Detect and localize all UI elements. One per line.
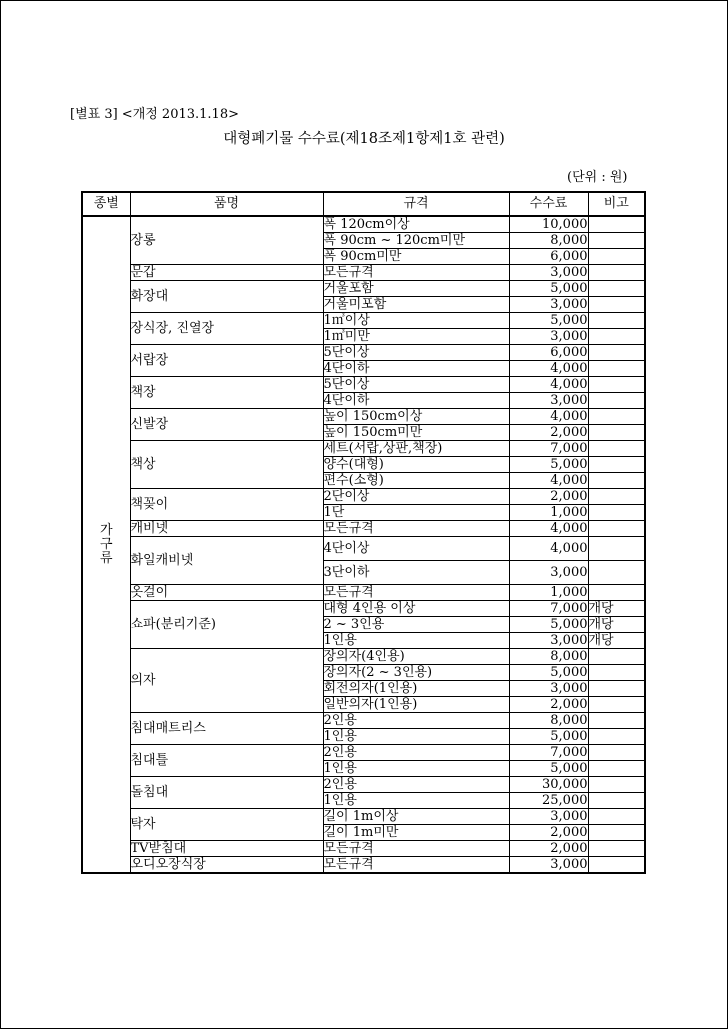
spec-cell: 2인용 bbox=[323, 777, 509, 793]
note-cell bbox=[588, 489, 645, 505]
fee-cell: 3,000 bbox=[509, 857, 588, 874]
note-cell bbox=[588, 377, 645, 393]
fee-cell: 2,000 bbox=[509, 697, 588, 713]
note-cell bbox=[588, 409, 645, 425]
column-header-item: 품명 bbox=[130, 192, 323, 216]
table-row bbox=[82, 441, 645, 457]
fee-cell: 7,000 bbox=[509, 745, 588, 761]
spec-cell: 1인용 bbox=[323, 793, 509, 809]
item-name-cell: 문갑 bbox=[130, 265, 323, 281]
fee-cell: 2,000 bbox=[509, 489, 588, 505]
fee-cell: 5,000 bbox=[509, 665, 588, 681]
spec-cell: 길이 1m미만 bbox=[323, 825, 509, 841]
spec-cell: 모든규격 bbox=[323, 857, 509, 874]
note-cell bbox=[588, 297, 645, 313]
fee-cell: 5,000 bbox=[509, 761, 588, 777]
spec-cell: 4단이상 bbox=[323, 537, 509, 561]
note-cell bbox=[588, 777, 645, 793]
spec-cell: 5단이상 bbox=[323, 345, 509, 361]
fee-cell: 3,000 bbox=[509, 561, 588, 585]
item-name-cell: 돌침대 bbox=[130, 777, 323, 809]
table-row bbox=[82, 216, 645, 233]
table-header-row bbox=[82, 192, 645, 216]
spec-cell: 길이 1m이상 bbox=[323, 809, 509, 825]
spec-cell: 1㎥이상 bbox=[323, 313, 509, 329]
fee-cell: 5,000 bbox=[509, 729, 588, 745]
spec-cell: 일반의자(1인용) bbox=[323, 697, 509, 713]
fee-cell: 5,000 bbox=[509, 617, 588, 633]
table-row bbox=[82, 409, 645, 425]
note-cell bbox=[588, 345, 645, 361]
item-name-cell: 서랍장 bbox=[130, 345, 323, 377]
fee-cell: 4,000 bbox=[509, 377, 588, 393]
spec-cell: 거울포함 bbox=[323, 281, 509, 297]
spec-cell: 모든규격 bbox=[323, 585, 509, 601]
spec-cell: 모든규격 bbox=[323, 521, 509, 537]
column-header-category: 종별 bbox=[82, 192, 130, 216]
item-name-cell: 장식장, 진열장 bbox=[130, 313, 323, 345]
fee-cell: 3,000 bbox=[509, 329, 588, 345]
fee-cell: 10,000 bbox=[509, 216, 588, 233]
table-row bbox=[82, 809, 645, 825]
fee-cell: 7,000 bbox=[509, 601, 588, 617]
note-cell bbox=[588, 713, 645, 729]
note-cell bbox=[588, 249, 645, 265]
note-cell: 개당 bbox=[588, 601, 645, 617]
item-name-cell: 침대매트리스 bbox=[130, 713, 323, 745]
note-cell bbox=[588, 745, 645, 761]
note-cell bbox=[588, 697, 645, 713]
item-name-cell: 화장대 bbox=[130, 281, 323, 313]
note-cell bbox=[588, 681, 645, 697]
fee-cell: 8,000 bbox=[509, 233, 588, 249]
item-name-cell: 오디오장식장 bbox=[130, 857, 323, 874]
spec-cell: 높이 150cm미만 bbox=[323, 425, 509, 441]
fee-cell: 5,000 bbox=[509, 313, 588, 329]
spec-cell: 회전의자(1인용) bbox=[323, 681, 509, 697]
fee-cell: 5,000 bbox=[509, 457, 588, 473]
note-cell bbox=[588, 216, 645, 233]
item-name-cell: 신발장 bbox=[130, 409, 323, 441]
note-cell bbox=[588, 441, 645, 457]
category-char: 가 bbox=[99, 522, 113, 538]
table-row bbox=[82, 265, 645, 281]
table-row bbox=[82, 313, 645, 329]
fee-cell: 3,000 bbox=[509, 809, 588, 825]
spec-cell: 4단이하 bbox=[323, 361, 509, 377]
spec-cell: 장의자(2 ~ 3인용) bbox=[323, 665, 509, 681]
table-row bbox=[82, 777, 645, 793]
table-row bbox=[82, 649, 645, 665]
spec-cell: 대형 4인용 이상 bbox=[323, 601, 509, 617]
fee-cell: 3,000 bbox=[509, 297, 588, 313]
category-char: 구 bbox=[99, 536, 113, 552]
fee-cell: 2,000 bbox=[509, 825, 588, 841]
table-row bbox=[82, 281, 645, 297]
spec-cell: 폭 90cm ~ 120cm미만 bbox=[323, 233, 509, 249]
note-cell bbox=[588, 393, 645, 409]
fee-table-body bbox=[82, 216, 645, 873]
note-cell bbox=[588, 649, 645, 665]
fee-cell: 30,000 bbox=[509, 777, 588, 793]
fee-cell: 4,000 bbox=[509, 473, 588, 489]
fee-cell: 6,000 bbox=[509, 345, 588, 361]
spec-cell: 높이 150cm이상 bbox=[323, 409, 509, 425]
item-name-cell: 탁자 bbox=[130, 809, 323, 841]
table-row bbox=[82, 489, 645, 505]
unit-note: (단위 : 원) bbox=[567, 170, 628, 185]
category-char: 류 bbox=[99, 550, 113, 566]
fee-cell: 4,000 bbox=[509, 537, 588, 561]
table-row bbox=[82, 601, 645, 617]
spec-cell: 2 ~ 3인용 bbox=[323, 617, 509, 633]
note-cell bbox=[588, 505, 645, 521]
table-row bbox=[82, 713, 645, 729]
item-name-cell: 책꽂이 bbox=[130, 489, 323, 521]
spec-cell: 편수(소형) bbox=[323, 473, 509, 489]
fee-cell: 2,000 bbox=[509, 841, 588, 857]
spec-cell: 1단 bbox=[323, 505, 509, 521]
spec-cell: 세트(서랍,상판,책장) bbox=[323, 441, 509, 457]
spec-cell: 3단이하 bbox=[323, 561, 509, 585]
note-cell bbox=[588, 537, 645, 561]
spec-cell: 4단이하 bbox=[323, 393, 509, 409]
table-row bbox=[82, 377, 645, 393]
column-header-fee: 수수료 bbox=[509, 192, 588, 216]
table-row bbox=[82, 537, 645, 561]
note-cell bbox=[588, 793, 645, 809]
fee-cell: 4,000 bbox=[509, 409, 588, 425]
fee-cell: 3,000 bbox=[509, 265, 588, 281]
table-row bbox=[82, 745, 645, 761]
note-cell bbox=[588, 265, 645, 281]
note-cell bbox=[588, 313, 645, 329]
item-name-cell: 장롱 bbox=[130, 216, 323, 265]
note-cell bbox=[588, 233, 645, 249]
table-row bbox=[82, 521, 645, 537]
note-cell bbox=[588, 457, 645, 473]
fee-cell: 8,000 bbox=[509, 649, 588, 665]
table-row bbox=[82, 345, 645, 361]
table-row bbox=[82, 841, 645, 857]
spec-cell: 1인용 bbox=[323, 633, 509, 649]
fee-cell: 25,000 bbox=[509, 793, 588, 809]
item-name-cell: 침대틀 bbox=[130, 745, 323, 777]
note-cell bbox=[588, 857, 645, 874]
item-name-cell: 쇼파(분리기준) bbox=[130, 601, 323, 649]
column-header-note: 비고 bbox=[588, 192, 645, 216]
note-cell bbox=[588, 473, 645, 489]
spec-cell: 2인용 bbox=[323, 745, 509, 761]
note-cell bbox=[588, 521, 645, 537]
spec-cell: 2인용 bbox=[323, 713, 509, 729]
fee-cell: 8,000 bbox=[509, 713, 588, 729]
fee-cell: 7,000 bbox=[509, 441, 588, 457]
spec-cell: 모든규격 bbox=[323, 265, 509, 281]
note-cell bbox=[588, 729, 645, 745]
column-header-spec: 규격 bbox=[323, 192, 509, 216]
fee-cell: 6,000 bbox=[509, 249, 588, 265]
spec-cell: 장의자(4인용) bbox=[323, 649, 509, 665]
note-cell: 개당 bbox=[588, 633, 645, 649]
note-cell bbox=[588, 281, 645, 297]
category-cell bbox=[82, 216, 130, 873]
spec-cell: 양수(대형) bbox=[323, 457, 509, 473]
fee-cell: 3,000 bbox=[509, 633, 588, 649]
note-cell bbox=[588, 665, 645, 681]
item-name-cell: 옷걸이 bbox=[130, 585, 323, 601]
item-name-cell: 책상 bbox=[130, 441, 323, 489]
table-row bbox=[82, 585, 645, 601]
spec-cell: 1인용 bbox=[323, 729, 509, 745]
header-note: [별표 3] <개정 2013.1.18> bbox=[70, 107, 239, 122]
item-name-cell: 캐비넷 bbox=[130, 521, 323, 537]
fee-table bbox=[81, 191, 646, 874]
fee-cell: 5,000 bbox=[509, 281, 588, 297]
fee-cell: 2,000 bbox=[509, 425, 588, 441]
note-cell bbox=[588, 825, 645, 841]
note-cell bbox=[588, 585, 645, 601]
fee-cell: 3,000 bbox=[509, 681, 588, 697]
fee-cell: 1,000 bbox=[509, 585, 588, 601]
spec-cell: 5단이상 bbox=[323, 377, 509, 393]
item-name-cell: 화일캐비넷 bbox=[130, 537, 323, 585]
spec-cell: 폭 90cm미만 bbox=[323, 249, 509, 265]
table-row bbox=[82, 857, 645, 874]
spec-cell: 거울미포함 bbox=[323, 297, 509, 313]
note-cell bbox=[588, 361, 645, 377]
note-cell bbox=[588, 329, 645, 345]
note-cell bbox=[588, 425, 645, 441]
note-cell bbox=[588, 809, 645, 825]
note-cell bbox=[588, 761, 645, 777]
fee-cell: 1,000 bbox=[509, 505, 588, 521]
note-cell bbox=[588, 841, 645, 857]
spec-cell: 폭 120cm이상 bbox=[323, 216, 509, 233]
spec-cell: 2단이상 bbox=[323, 489, 509, 505]
fee-cell: 4,000 bbox=[509, 521, 588, 537]
note-cell: 개당 bbox=[588, 617, 645, 633]
fee-cell: 4,000 bbox=[509, 361, 588, 377]
item-name-cell: 의자 bbox=[130, 649, 323, 713]
note-cell bbox=[588, 561, 645, 585]
fee-cell: 3,000 bbox=[509, 393, 588, 409]
item-name-cell: 책장 bbox=[130, 377, 323, 409]
spec-cell: 1인용 bbox=[323, 761, 509, 777]
item-name-cell: TV받침대 bbox=[130, 841, 323, 857]
spec-cell: 1㎥미만 bbox=[323, 329, 509, 345]
document-title: 대형폐기물 수수료(제18조제1항제1호 관련) bbox=[223, 131, 505, 147]
spec-cell: 모든규격 bbox=[323, 841, 509, 857]
